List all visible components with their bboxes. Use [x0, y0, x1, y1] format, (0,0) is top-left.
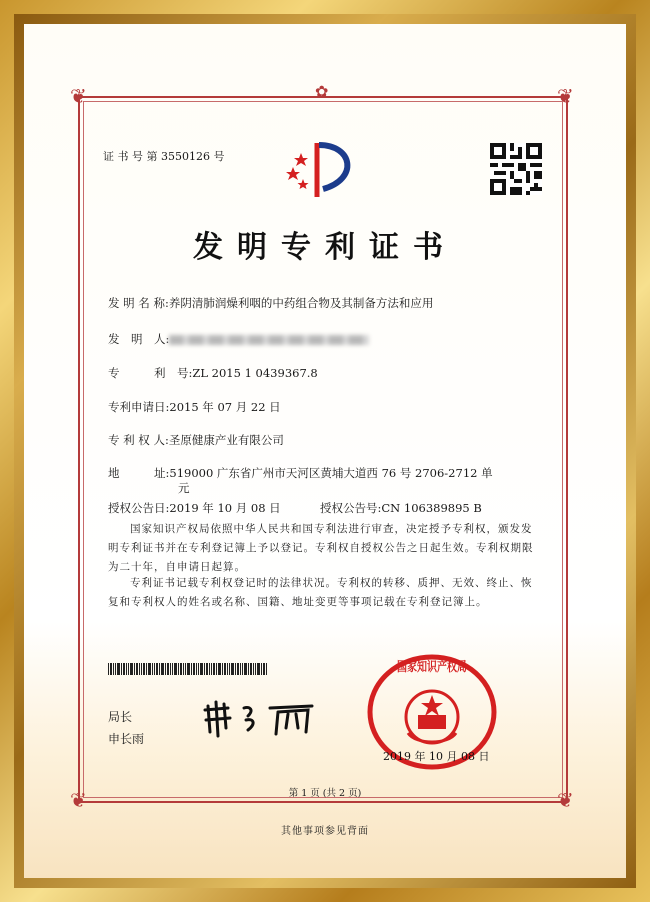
- invention-name-row: 发 明 名 称:养阴清肺润燥利咽的中药组合物及其制备方法和应用: [108, 296, 434, 310]
- seal-text: 国家知识产权局: [397, 660, 489, 675]
- page-title: 发明专利证书: [193, 230, 457, 265]
- seal-date: 2019 年 10 月 08 日: [383, 750, 490, 763]
- corner-ornament-icon: ❦: [70, 788, 87, 812]
- back-side-note: 其他事项参见背面: [281, 826, 369, 837]
- patentee-row: 专 利 权 人:圣原健康产业有限公司: [108, 433, 284, 447]
- cnipa-logo-icon: [283, 139, 363, 201]
- address-row: 地 址:519000 广东省广州市天河区黄埔大道西 76 号 2706-2712 单: [108, 466, 493, 480]
- address-row-continued: 元: [178, 481, 190, 495]
- director-title: 局长: [108, 710, 133, 724]
- legal-status-statement: 专利证书记载专利权登记时的法律状况。专利权的转移、质押、无效、终止、恢复和专利权人的姓名或名称、国籍、地址变更等事项记载在专利登记簿上。: [108, 577, 533, 608]
- certificate-number: 证 书 号 第 3550126 号: [103, 150, 225, 163]
- corner-ornament-icon: ❦: [557, 84, 574, 108]
- grant-date-row: 授权公告日:2019 年 10 月 08 日: [108, 501, 281, 515]
- qr-code-icon: [490, 143, 542, 195]
- top-ornament-icon: ✿: [315, 82, 329, 101]
- redacted-inventor: [169, 335, 369, 345]
- director-signature-icon: [200, 698, 320, 738]
- grant-number-row: 授权公告号:CN 106389895 B: [320, 501, 482, 515]
- filing-date-row: 专利申请日:2015 年 07 月 22 日: [108, 400, 281, 414]
- page-indicator: 第 1 页 (共 2 页): [288, 788, 362, 799]
- patent-number-row: 专 利 号:ZL 2015 1 0439367.8: [108, 366, 318, 380]
- barcode-icon: [108, 663, 268, 675]
- grant-statement: 国家知识产权局依照中华人民共和国专利法进行审查，决定授予专利权，颁发发明专利证书并在专利登记簿上予以登记。专利权自授权公告之日起生效。专利权期限为二十年，自申请日起算。: [108, 523, 534, 573]
- director-name: 申长雨: [108, 732, 145, 746]
- corner-ornament-icon: ❦: [557, 788, 574, 812]
- corner-ornament-icon: ❦: [70, 84, 87, 108]
- inventor-row: 发 明 人:: [108, 331, 369, 347]
